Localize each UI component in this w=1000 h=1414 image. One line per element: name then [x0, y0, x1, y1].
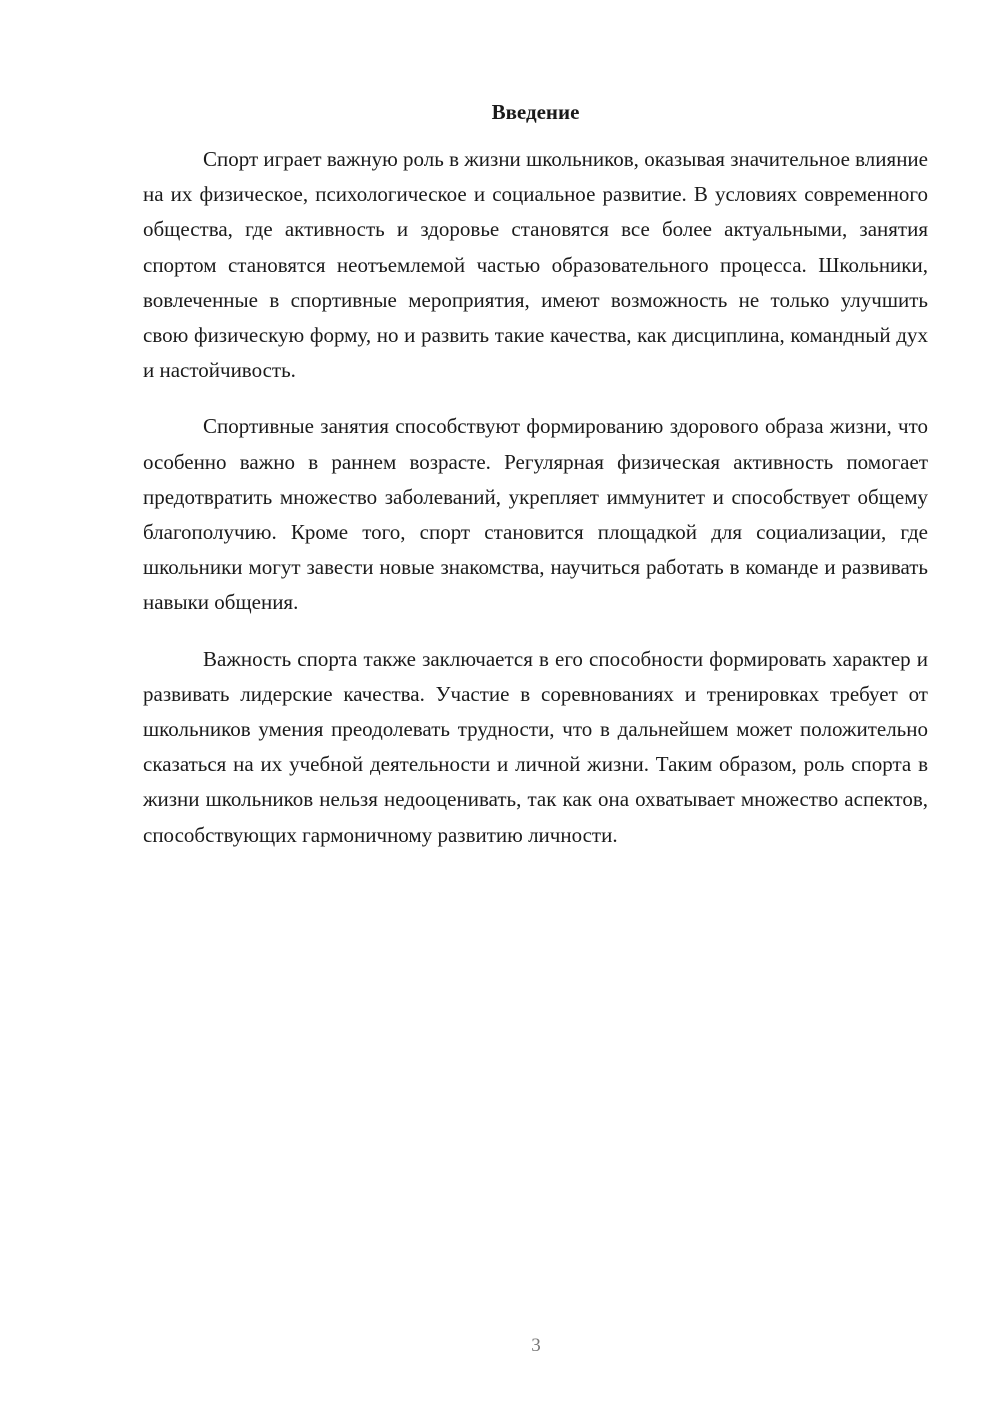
- page-number: 3: [531, 1335, 541, 1356]
- section-heading: Введение: [491, 100, 580, 124]
- body-text: [143, 142, 928, 874]
- paragraph-3: Важность спорта также заключается в его способности формировать характер и развивать лидерские качества. Участие в соревнованиях и тренировках требует от школьников умения преодолевать трудности, что в дальнейшем может положительно сказаться на их учебной деятельности и личной жизни. Таким образом, роль спорта в жизни школьников нельзя недооценивать, так как она охватывает множество аспектов, способствующих гармоничному развитию личности.: [143, 646, 928, 847]
- paragraph-1: Спорт играет важную роль в жизни школьников, оказывая значительное влияние на их физическое, психологическое и социальное развитие. В условиях современного общества, где активность и здоровье становятся все более актуальными, занятия спортом становятся неотъемлемой частью образовательного процесса. Школьники, вовлеченные в спортивные мероприятия, имеют возможность не только улучшить свою физическую форму, но и развить такие качества, как дисциплина, командный дух и настойчивость.: [143, 147, 928, 383]
- paragraph-2: Спортивные занятия способствуют формированию здорового образа жизни, что особенно важно в раннем возрасте. Регулярная физическая активность помогает предотвратить множество заболеваний, укрепляет иммунитет и способствует общему благополучию. Кроме того, спорт становится площадкой для социализации, где школьники могут завести новые знакомства, научиться работать в команде и развивать навыки общения.: [143, 414, 928, 615]
